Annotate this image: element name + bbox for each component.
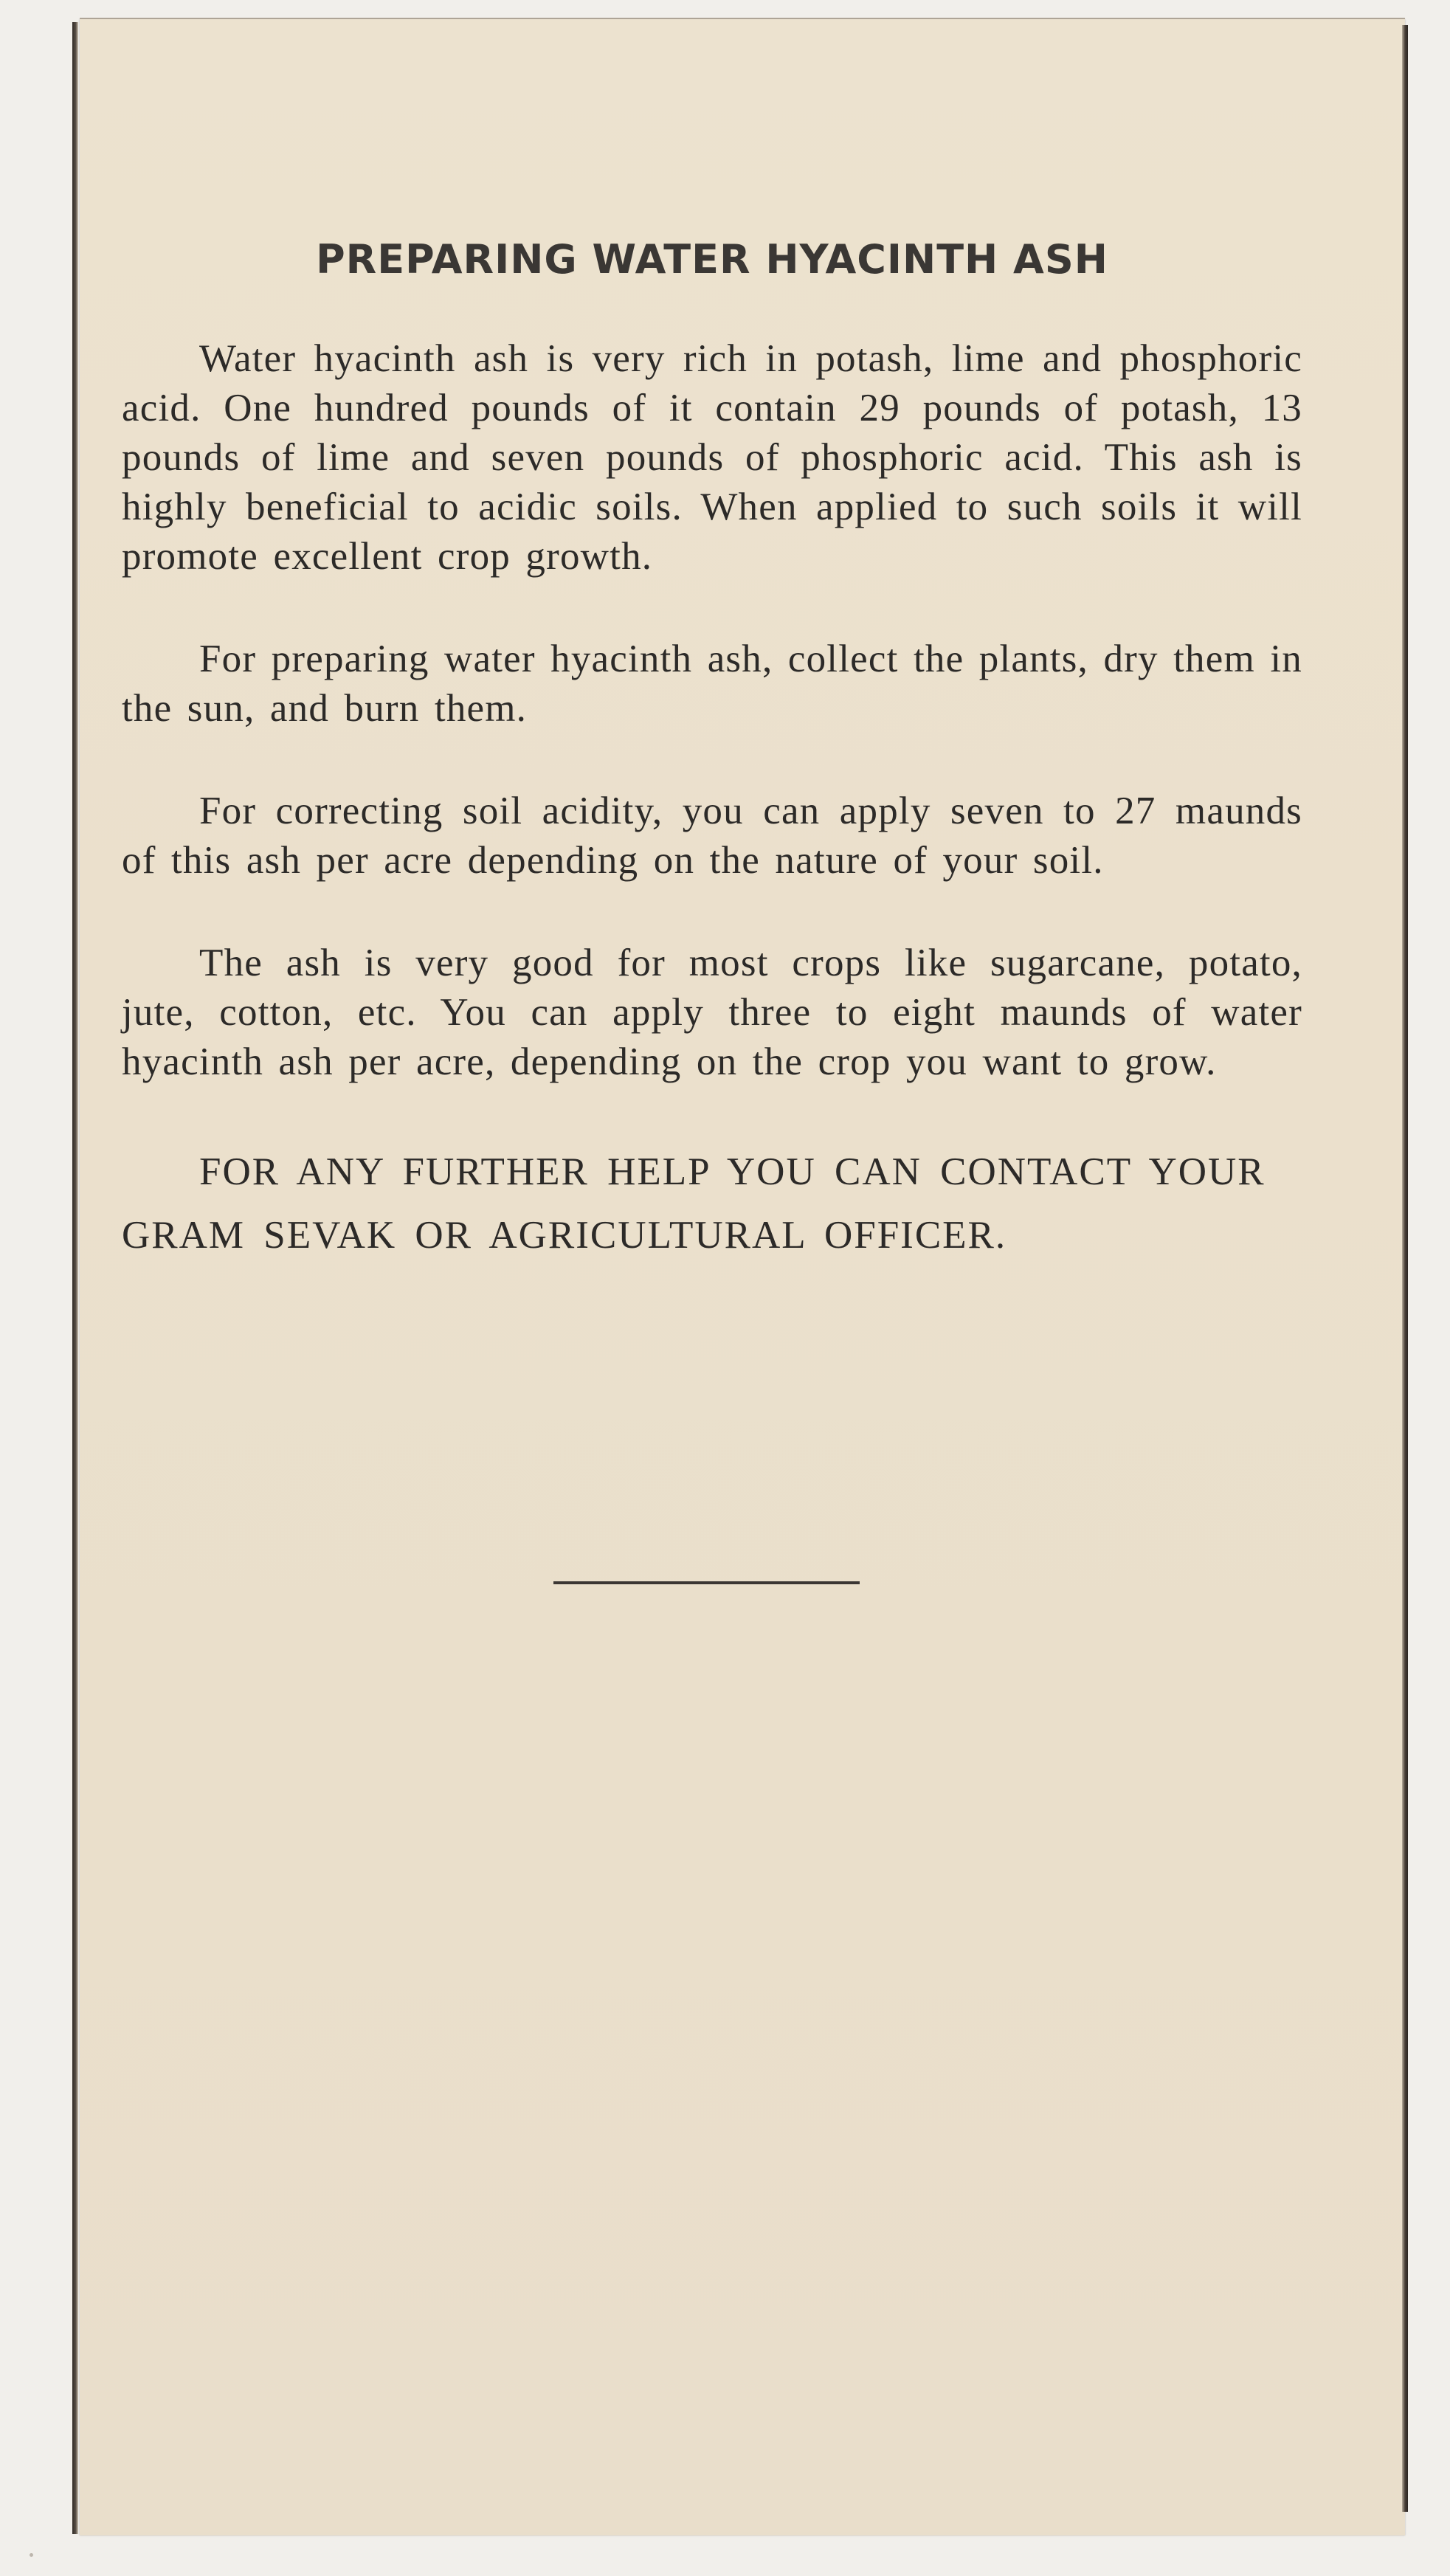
sheet-left-edge xyxy=(72,22,78,2534)
paragraph-composition: Water hyacinth ash is very rich in potash, lime and phosphoric acid. One hundred pounds of it contain 29 pounds of potash, 13 pounds of lime and seven pounds of phosphoric acid. This ash is highly beneficial to acidic soils. When applied to such soils it will promote excellent crop growth. xyxy=(122,337,1302,578)
paragraph-soil-acidity: For correcting soil acidity, you can apply seven to 27 maunds of this ash per acre depending on the nature of your soil. xyxy=(122,790,1302,882)
page-title: PREPARING WATER HYACINTH ASH xyxy=(316,236,1108,283)
closing-rule xyxy=(553,1581,860,1584)
paragraph-crops: The ash is very good for most crops like sugarcane, potato, jute, cotton, etc. You can apply three to eight maunds of water hyacinth ash per acre, depending on the crop you want to grow. xyxy=(122,942,1302,1083)
background-speck xyxy=(30,2553,33,2557)
sheet-right-edge xyxy=(1402,25,1408,2512)
paragraph-preparation: For preparing water hyacinth ash, collect the plants, dry them in the sun, and burn them. xyxy=(122,638,1302,730)
document-body xyxy=(122,236,1302,1267)
contact-note: FOR ANY FURTHER HELP YOU CAN CONTACT YOUR GRAM SEVAK OR AGRICULTURAL OFFICER. xyxy=(122,1150,1266,1257)
